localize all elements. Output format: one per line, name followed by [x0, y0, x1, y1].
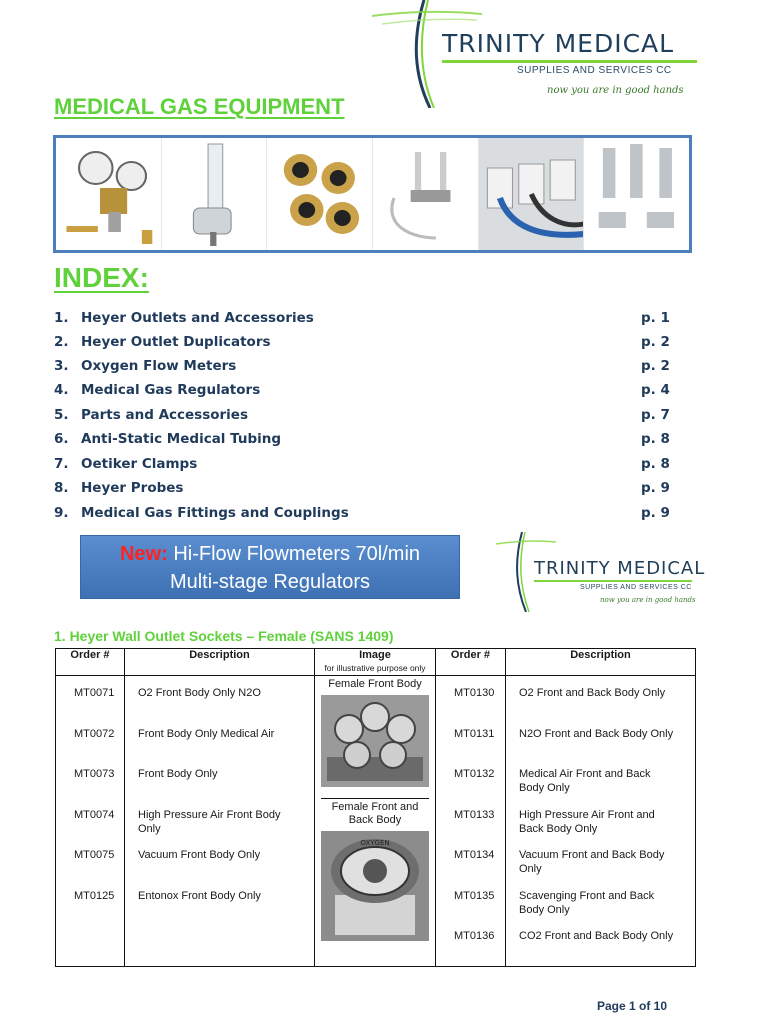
table-header-row: [56, 649, 696, 676]
header-order: Order #: [56, 649, 125, 676]
company-logo: [372, 0, 702, 108]
left-order-column: [56, 676, 125, 967]
index-item: [54, 480, 694, 502]
table-cell-order: MT0073: [74, 768, 115, 780]
logo-rule: [442, 60, 697, 63]
index-item-page: p. 1: [641, 310, 670, 326]
index-item-label: Medical Gas Regulators: [81, 382, 261, 398]
promo-line-1: Hi-Flow Flowmeters 70l/min: [173, 543, 421, 565]
logo-rule: [534, 580, 692, 582]
index-item: [54, 431, 694, 453]
company-logo-small: [496, 532, 706, 612]
image-caption-front-back: Female Front and Back Body: [331, 801, 419, 826]
header-image-note: for illustrative purpose only: [324, 663, 426, 673]
index-item: [54, 505, 694, 527]
index-item-label: Oetiker Clamps: [81, 456, 198, 472]
table-cell-description: Medical Air Front and Back Body Only: [519, 768, 651, 794]
table-cell-description: Front Body Only: [138, 768, 218, 780]
table-cell-description: High Pressure Air Front and Back Body Only: [519, 808, 655, 835]
product-banner: [53, 135, 692, 253]
table-cell-order: MT0072: [74, 727, 115, 740]
image-cell-front-back: [321, 799, 429, 941]
table-cell-order: MT0133: [454, 808, 495, 821]
index-item-page: p. 7: [641, 407, 670, 423]
left-description-column: [125, 676, 315, 967]
oxygen-stamp: OXYGEN: [360, 839, 390, 847]
table-cell-order: MT0136: [454, 930, 495, 942]
promo-line-2: Multi-stage Regulators: [169, 571, 371, 593]
seal-rings-photo: [267, 138, 373, 250]
index-item-page: p. 9: [641, 480, 670, 496]
index-item: [54, 358, 694, 380]
fittings-photo: [584, 138, 689, 250]
table-cell-order: MT0132: [454, 768, 495, 780]
table-cell-order: MT0125: [74, 889, 115, 902]
image-column: [315, 676, 436, 967]
index-item-page: p. 2: [641, 358, 670, 374]
index-item-label: Heyer Outlet Duplicators: [81, 334, 271, 350]
regulator-photo: [56, 138, 162, 250]
index-item-page: p. 2: [641, 334, 670, 350]
index-item-label: Heyer Probes: [81, 480, 184, 496]
index-item-number: 4.: [54, 382, 69, 398]
table-cell-description: Vacuum Front Body Only: [138, 849, 261, 861]
products-table: [55, 648, 696, 967]
table-cell-order: MT0135: [454, 889, 495, 902]
index-item-label: Heyer Outlets and Accessories: [81, 310, 314, 326]
right-description-column: [506, 676, 696, 967]
image-caption-front: Female Front Body: [328, 678, 422, 690]
table-cell-description: High Pressure Air Front Body Only: [138, 808, 281, 835]
table-cell-order: MT0074: [74, 808, 115, 821]
image-cell-front: [321, 676, 429, 799]
logo-tagline: now you are in good hands: [600, 596, 696, 604]
index-item-number: 6.: [54, 431, 69, 447]
index-item-number: 8.: [54, 480, 69, 496]
duplicator-photo: [373, 138, 479, 250]
logo-tagline: now you are in good hands: [547, 85, 684, 96]
header-order-2: Order #: [436, 649, 506, 676]
index-item-page: p. 9: [641, 505, 670, 521]
right-order-column: [436, 676, 506, 967]
index-item-page: p. 8: [641, 431, 670, 447]
logo-name: TRINITY MEDICAL: [534, 558, 706, 579]
index-item-label: Parts and Accessories: [81, 407, 249, 423]
index-item-page: p. 4: [641, 382, 670, 398]
page-number: Page 1 of 10: [597, 999, 668, 1013]
index-item: [54, 407, 694, 429]
outlet-front-back-body-photo: [321, 831, 429, 941]
index-item-number: 9.: [54, 505, 69, 521]
table-cell-order: MT0130: [454, 687, 495, 699]
table-cell-description: N2O Front and Back Body Only: [519, 727, 674, 740]
page-title: MEDICAL GAS EQUIPMENT: [54, 94, 345, 119]
logo-subtitle: SUPPLIES AND SERVICES CC: [580, 584, 692, 591]
wall-outlets-photo: [479, 138, 585, 250]
index-item-number: 7.: [54, 456, 69, 472]
index-item-label: Medical Gas Fittings and Couplings: [81, 505, 349, 521]
new-label: New:: [119, 543, 168, 565]
header-image-label: Image: [359, 649, 391, 661]
index-item-number: 1.: [54, 310, 69, 326]
outlet-front-body-photo: [321, 695, 429, 787]
table-cell-description: Entonox Front Body Only: [138, 889, 261, 902]
table-cell-order: MT0075: [74, 849, 115, 861]
index-item-number: 5.: [54, 407, 69, 423]
section-title: 1. Heyer Wall Outlet Sockets – Female (SANS 1409): [54, 628, 394, 644]
index-item: [54, 456, 694, 478]
header-description-2: Description: [506, 649, 696, 676]
index-item: [54, 310, 694, 332]
logo-subtitle: SUPPLIES AND SERVICES CC: [517, 65, 672, 76]
flowmeter-photo: [162, 138, 268, 250]
table-cell-order: MT0134: [454, 849, 495, 861]
index-item-number: 3.: [54, 358, 69, 374]
table-cell-description: CO2 Front and Back Body Only: [519, 930, 674, 942]
new-products-promo: [80, 535, 460, 599]
index-item-page: p. 8: [641, 456, 670, 472]
table-cell-description: Vacuum Front and Back Body Only: [519, 849, 665, 875]
index-item-label: Anti-Static Medical Tubing: [81, 431, 282, 447]
table-cell-order: MT0131: [454, 727, 495, 740]
table-cell-order: MT0071: [74, 687, 115, 699]
table-cell-description: Front Body Only Medical Air: [138, 727, 275, 740]
table-cell-description: Scavenging Front and Back Body Only: [519, 889, 655, 916]
index-item: [54, 334, 694, 356]
table-cell-description: O2 Front and Back Body Only: [519, 687, 666, 699]
header-description: Description: [125, 649, 315, 676]
index-item-number: 2.: [54, 334, 69, 350]
table-cell-description: O2 Front Body Only N2O: [138, 687, 261, 699]
index-heading: INDEX:: [54, 262, 149, 293]
logo-name: TRINITY MEDICAL: [442, 29, 675, 58]
index-item-label: Oxygen Flow Meters: [81, 358, 237, 374]
header-image: [315, 649, 436, 676]
index-item: [54, 382, 694, 404]
